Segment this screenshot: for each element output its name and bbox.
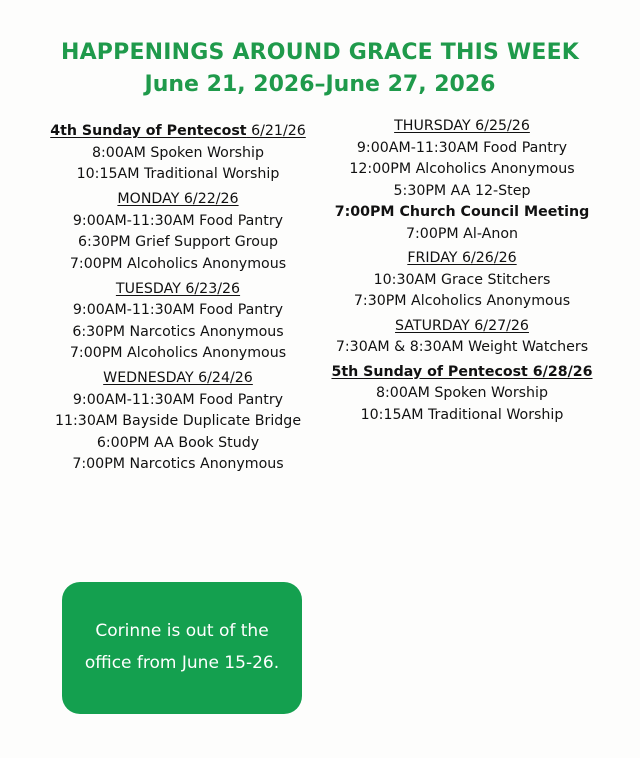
event-item: 7:30PM Alcoholics Anonymous bbox=[353, 293, 571, 309]
schedule-left-column bbox=[30, 121, 326, 476]
date-range: June 21, 2026–June 27, 2026 bbox=[144, 72, 496, 97]
day-friday bbox=[315, 248, 609, 313]
event-item: 10:15AM Traditional Worship bbox=[76, 166, 280, 182]
event-item: 9:00AM-11:30AM Food Pantry bbox=[72, 302, 284, 318]
event-item: 6:30PM Narcotics Anonymous bbox=[72, 323, 284, 340]
event-item: 7:00PM Alcoholics Anonymous bbox=[69, 345, 287, 361]
event-item-highlight: 7:00PM Church Council Meeting bbox=[334, 204, 590, 220]
event-item: 7:00PM Al-Anon bbox=[406, 225, 518, 242]
day-heading: 5th Sunday of Pentecost 6/28/26 bbox=[331, 363, 593, 380]
event-item: 10:30AM Grace Stitchers bbox=[373, 271, 551, 288]
day-wednesday bbox=[30, 368, 326, 476]
schedule-right-column bbox=[315, 116, 609, 426]
event-item: 8:00AM Spoken Worship bbox=[92, 144, 264, 161]
event-item: 5:30PM AA 12-Step bbox=[393, 182, 531, 199]
event-item: 11:30AM Bayside Duplicate Bridge bbox=[54, 413, 302, 429]
day-monday bbox=[30, 189, 326, 275]
event-item: 6:00PM AA Book Study bbox=[96, 434, 260, 451]
event-item: 9:00AM-11:30AM Food Pantry bbox=[72, 212, 284, 229]
event-item: 9:00AM-11:30AM Food Pantry bbox=[356, 139, 568, 156]
day-thursday bbox=[315, 116, 609, 245]
day-heading: WEDNESDAY 6/24/26 bbox=[103, 370, 253, 386]
day-heading: SATURDAY 6/27/26 bbox=[395, 317, 529, 334]
notice-line: Corinne is out of the bbox=[95, 621, 269, 641]
notice-line: office from June 15-26. bbox=[84, 653, 280, 673]
day-heading: MONDAY 6/22/26 bbox=[117, 191, 239, 207]
day-heading: FRIDAY 6/26/26 bbox=[407, 250, 517, 266]
day-heading: 4th Sunday of Pentecost 6/21/26 bbox=[50, 123, 306, 139]
office-notice-box bbox=[62, 582, 302, 714]
event-item: 12:00PM Alcoholics Anonymous bbox=[349, 161, 575, 177]
day-heading: TUESDAY 6/23/26 bbox=[115, 280, 241, 297]
event-item: 9:00AM-11:30AM Food Pantry bbox=[72, 391, 284, 408]
day-tuesday bbox=[30, 279, 326, 365]
day-saturday bbox=[315, 316, 609, 359]
day-sunday-0628 bbox=[315, 362, 609, 427]
event-item: 7:00PM Alcoholics Anonymous bbox=[69, 255, 287, 272]
event-item: 8:00AM Spoken Worship bbox=[376, 385, 548, 401]
event-item: 7:00PM Narcotics Anonymous bbox=[72, 456, 284, 472]
day-heading: THURSDAY 6/25/26 bbox=[394, 118, 530, 134]
event-item: 7:30AM & 8:30AM Weight Watchers bbox=[335, 339, 589, 355]
day-sunday-0621 bbox=[30, 121, 326, 186]
event-item: 10:15AM Traditional Worship bbox=[360, 406, 564, 423]
page-title: HAPPENINGS AROUND GRACE THIS WEEK bbox=[60, 40, 580, 65]
event-item: 6:30PM Grief Support Group bbox=[78, 234, 278, 250]
